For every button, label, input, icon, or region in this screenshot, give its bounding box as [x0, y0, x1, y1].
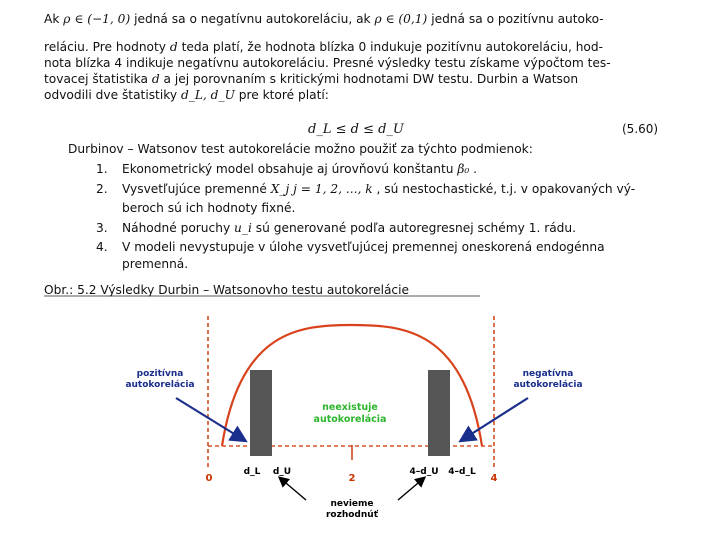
- label-positive-2: autokorelácia: [125, 380, 195, 390]
- label-inconclusive-2: rozhodnúť: [325, 510, 379, 520]
- label-center-2: autokorelácia: [313, 414, 387, 425]
- condition-item-2-cont: beroch sú ich hodnoty fixné.: [122, 201, 296, 215]
- label-negative-1: negatívna: [522, 369, 574, 379]
- tick-label-4-dl: 4–d_L: [448, 467, 476, 477]
- conditions-intro: Durbinov – Watsonov test autokorelácie možno použiť za týchto podmienok:: [68, 142, 533, 156]
- math-d: d: [151, 72, 160, 86]
- arrow-inconclusive-right: [398, 478, 424, 500]
- text-fragment: teda platí, že hodnota blízka 0 indukuje pozitívnu autokoreláciu, hod-: [181, 40, 604, 54]
- text-fragment: Ekonometrický model obsahuje aj úrovňovú konštantu: [122, 162, 454, 176]
- inconclusive-bar-left: [250, 370, 272, 456]
- math-beta0: β₀ .: [457, 162, 478, 176]
- text-fragment: sú generované podľa autoregresnej schémy 1. rádu.: [255, 221, 577, 235]
- item-number: 2.: [96, 182, 108, 196]
- item-number: 1.: [96, 162, 108, 176]
- item-number: 4.: [96, 240, 108, 254]
- paragraph-line-3: nota blízka 4 indikuje negatívnu autokoreláciu. Presné výsledky testu získame výpočtom tes-: [44, 56, 611, 70]
- label-inconclusive-1: nevieme: [330, 499, 374, 509]
- text-fragment: Vysvetľujúce premenné: [122, 182, 267, 196]
- text-fragment: Náhodné poruchy: [122, 221, 231, 235]
- equation-number: (5.60): [622, 122, 659, 136]
- math-rho-negative: ρ ∈ (−1, 0): [63, 12, 131, 26]
- label-positive-1: pozitívna: [136, 369, 184, 379]
- tick-label-dl: d_L: [243, 467, 261, 477]
- arrow-inconclusive-left: [280, 478, 306, 500]
- text-fragment: a jej porovnaním s kritickými hodnotami DW testu. Durbin a Watson: [163, 72, 579, 86]
- condition-item-4: V modeli nevystupuje v úlohe vysvetľujúcej premennej oneskorená endogénna: [122, 240, 605, 254]
- math-rho-positive: ρ ∈ (0,1): [374, 12, 428, 26]
- math-xj: X_j j = 1, 2, ..., k: [270, 182, 373, 196]
- tick-label-4: 4: [490, 473, 498, 484]
- text-fragment: , sú nestochastické, t.j. v opakovaných vý-: [376, 182, 636, 196]
- figure-caption: Obr.: 5.2 Výsledky Durbin – Watsonovho testu autokorelácie: [44, 283, 410, 297]
- tick-label-2: 2: [348, 473, 356, 484]
- tick-label-du: d_U: [272, 467, 292, 477]
- text-fragment: tovacej štatistika: [44, 72, 148, 86]
- text-fragment: pre ktoré platí:: [238, 88, 329, 102]
- text-fragment: odvodili dve štatistiky: [44, 88, 178, 102]
- text-fragment: jedná sa o pozitívnu autoko-: [431, 12, 604, 26]
- equation-5-60: d_L ≤ d ≤ d_U: [308, 122, 404, 137]
- text-fragment: Ak: [44, 12, 60, 26]
- text-fragment: jedná sa o negatívnu autokoreláciu, ak: [134, 12, 371, 26]
- arrow-positive: [176, 398, 244, 440]
- tick-label-4-du: 4–d_U: [409, 467, 439, 477]
- text-fragment: reláciu. Pre hodnoty: [44, 40, 166, 54]
- math-dl-du: d_L, d_U: [180, 88, 235, 102]
- label-negative-2: autokorelácia: [513, 380, 583, 390]
- inconclusive-bar-right: [428, 370, 450, 456]
- item-number: 3.: [96, 221, 108, 235]
- label-center-1: neexistuje: [322, 402, 378, 413]
- math-ui: u_i: [234, 221, 252, 235]
- tick-label-0: 0: [205, 473, 213, 484]
- condition-item-4-cont: premenná.: [122, 257, 189, 271]
- math-d: d: [169, 40, 178, 54]
